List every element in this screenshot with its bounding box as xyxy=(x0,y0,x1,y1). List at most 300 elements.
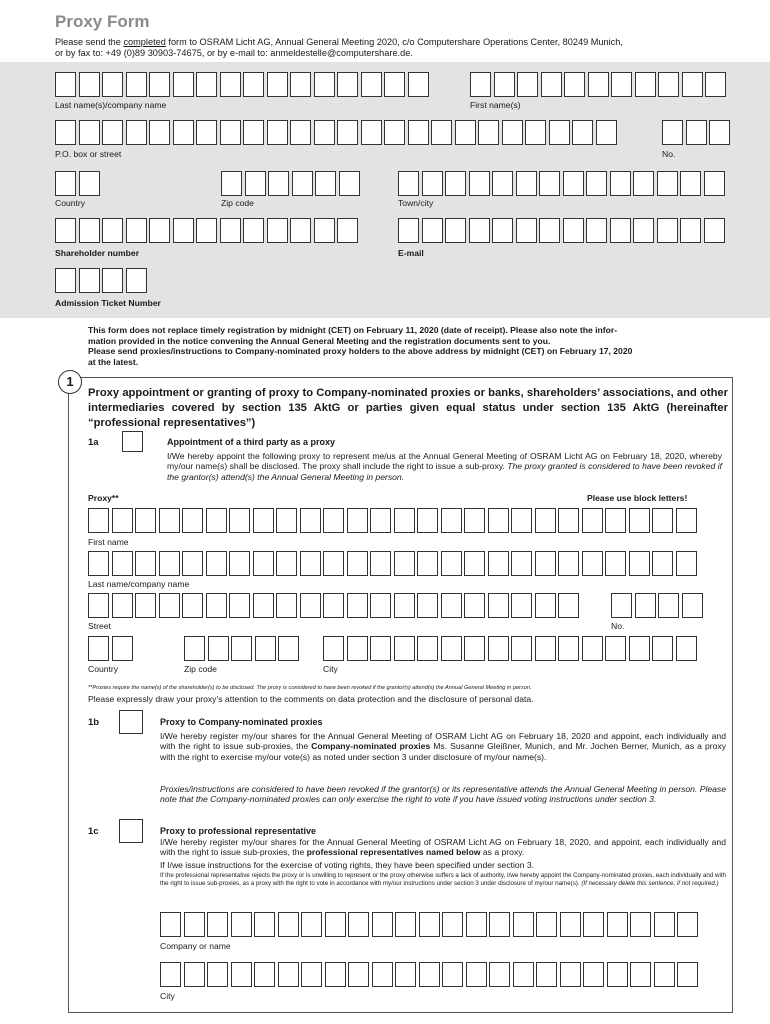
char-box[interactable] xyxy=(686,120,707,145)
char-box[interactable] xyxy=(470,72,491,97)
char-box[interactable] xyxy=(517,72,538,97)
char-box[interactable] xyxy=(564,72,585,97)
char-box[interactable] xyxy=(268,171,289,196)
char-box[interactable] xyxy=(704,218,725,243)
char-box[interactable] xyxy=(220,218,241,243)
char-box[interactable] xyxy=(588,72,609,97)
char-box[interactable] xyxy=(160,912,181,937)
shareholder-number-heading: Shareholder number xyxy=(55,248,140,258)
char-box[interactable] xyxy=(563,218,584,243)
char-box[interactable] xyxy=(652,636,673,661)
char-box[interactable] xyxy=(455,120,476,145)
char-box[interactable] xyxy=(182,508,203,533)
char-box[interactable] xyxy=(384,72,405,97)
char-box[interactable] xyxy=(196,218,217,243)
proxy-label: Proxy** xyxy=(88,493,119,503)
char-box[interactable] xyxy=(466,912,487,937)
char-box[interactable] xyxy=(88,636,109,661)
char-box[interactable] xyxy=(607,962,628,987)
option-1c-text: I/We hereby register my/our shares for the Annual General Meeting of OSRAM Licht AG on February 18, 2020, and appoint, each individually and with the right to issue sub-proxies, the professional representatives named below as a proxy. xyxy=(160,837,726,858)
char-box[interactable] xyxy=(301,962,322,987)
char-box[interactable] xyxy=(300,508,321,533)
char-box[interactable] xyxy=(511,636,532,661)
char-box[interactable] xyxy=(536,962,557,987)
char-box[interactable] xyxy=(394,593,415,618)
proxy-first-name-label: First name xyxy=(88,537,129,547)
char-box[interactable] xyxy=(704,171,725,196)
char-box[interactable] xyxy=(126,120,147,145)
representative-company-field[interactable] xyxy=(160,912,698,937)
char-box[interactable] xyxy=(314,72,335,97)
char-box[interactable] xyxy=(337,218,358,243)
char-box[interactable] xyxy=(676,508,697,533)
char-box[interactable] xyxy=(160,962,181,987)
representative-company-label: Company or name xyxy=(160,941,231,951)
char-box[interactable] xyxy=(662,120,683,145)
char-box[interactable] xyxy=(469,171,490,196)
char-box[interactable] xyxy=(417,636,438,661)
option-1b-checkbox[interactable] xyxy=(119,710,143,734)
char-box[interactable] xyxy=(513,962,534,987)
proxy-street-label: Street xyxy=(88,621,111,631)
char-box[interactable] xyxy=(337,72,358,97)
char-box[interactable] xyxy=(676,551,697,576)
option-1c-checkbox[interactable] xyxy=(119,819,143,843)
proxy-city-label: City xyxy=(323,664,338,674)
shareholder-number-label: No. xyxy=(662,149,676,159)
char-box[interactable] xyxy=(516,218,537,243)
char-box[interactable] xyxy=(611,593,632,618)
char-box[interactable] xyxy=(88,593,109,618)
char-box[interactable] xyxy=(173,72,194,97)
shareholder-last-name-field[interactable] xyxy=(55,72,429,97)
char-box[interactable] xyxy=(88,551,109,576)
char-box[interactable] xyxy=(563,171,584,196)
char-box[interactable] xyxy=(290,218,311,243)
char-box[interactable] xyxy=(633,218,654,243)
char-box[interactable] xyxy=(489,912,510,937)
char-box[interactable] xyxy=(441,593,462,618)
shareholder-house-number-field[interactable] xyxy=(662,120,730,145)
char-box[interactable] xyxy=(630,912,651,937)
char-box[interactable] xyxy=(370,551,391,576)
char-box[interactable] xyxy=(206,508,227,533)
char-box[interactable] xyxy=(657,171,678,196)
char-box[interactable] xyxy=(278,636,299,661)
char-box[interactable] xyxy=(253,593,274,618)
char-box[interactable] xyxy=(605,508,626,533)
char-box[interactable] xyxy=(442,962,463,987)
char-box[interactable] xyxy=(278,962,299,987)
char-box[interactable] xyxy=(348,912,369,937)
char-box[interactable] xyxy=(654,912,675,937)
char-box[interactable] xyxy=(445,218,466,243)
char-box[interactable] xyxy=(488,508,509,533)
char-box[interactable] xyxy=(231,962,252,987)
char-box[interactable] xyxy=(112,593,133,618)
char-box[interactable] xyxy=(348,962,369,987)
char-box[interactable] xyxy=(229,593,250,618)
char-box[interactable] xyxy=(159,551,180,576)
char-box[interactable] xyxy=(445,171,466,196)
char-box[interactable] xyxy=(464,508,485,533)
char-box[interactable] xyxy=(441,551,462,576)
proxy-zip-field[interactable] xyxy=(184,636,299,661)
char-box[interactable] xyxy=(395,912,416,937)
shareholder-email-field[interactable] xyxy=(398,218,725,243)
char-box[interactable] xyxy=(243,120,264,145)
char-box[interactable] xyxy=(422,171,443,196)
char-box[interactable] xyxy=(536,912,557,937)
char-box[interactable] xyxy=(323,551,344,576)
proxy-city-field[interactable] xyxy=(323,636,697,661)
char-box[interactable] xyxy=(243,218,264,243)
char-box[interactable] xyxy=(55,171,76,196)
char-box[interactable] xyxy=(325,912,346,937)
char-box[interactable] xyxy=(511,551,532,576)
char-box[interactable] xyxy=(582,508,603,533)
char-box[interactable] xyxy=(184,962,205,987)
char-box[interactable] xyxy=(300,551,321,576)
char-box[interactable] xyxy=(535,551,556,576)
char-box[interactable] xyxy=(464,593,485,618)
char-box[interactable] xyxy=(220,120,241,145)
char-box[interactable] xyxy=(79,268,100,293)
char-box[interactable] xyxy=(633,171,654,196)
char-box[interactable] xyxy=(549,120,570,145)
char-box[interactable] xyxy=(384,120,405,145)
char-box[interactable] xyxy=(337,120,358,145)
char-box[interactable] xyxy=(79,218,100,243)
char-box[interactable] xyxy=(677,962,698,987)
char-box[interactable] xyxy=(253,508,274,533)
char-box[interactable] xyxy=(680,218,701,243)
char-box[interactable] xyxy=(680,171,701,196)
char-box[interactable] xyxy=(489,962,510,987)
option-1c-title: Proxy to professional representative xyxy=(160,826,317,836)
char-box[interactable] xyxy=(221,171,242,196)
char-box[interactable] xyxy=(492,171,513,196)
shareholder-town-field[interactable] xyxy=(398,171,725,196)
char-box[interactable] xyxy=(347,593,368,618)
char-box[interactable] xyxy=(372,912,393,937)
char-box[interactable] xyxy=(112,636,133,661)
char-box[interactable] xyxy=(422,218,443,243)
char-box[interactable] xyxy=(196,120,217,145)
char-box[interactable] xyxy=(394,636,415,661)
char-box[interactable] xyxy=(323,636,344,661)
char-box[interactable] xyxy=(79,120,100,145)
char-box[interactable] xyxy=(292,171,313,196)
char-box[interactable] xyxy=(276,593,297,618)
char-box[interactable] xyxy=(488,593,509,618)
char-box[interactable] xyxy=(417,551,438,576)
char-box[interactable] xyxy=(323,593,344,618)
char-box[interactable] xyxy=(488,551,509,576)
char-box[interactable] xyxy=(682,72,703,97)
char-box[interactable] xyxy=(347,551,368,576)
char-box[interactable] xyxy=(398,218,419,243)
char-box[interactable] xyxy=(229,508,250,533)
char-box[interactable] xyxy=(253,551,274,576)
char-box[interactable] xyxy=(629,551,650,576)
char-box[interactable] xyxy=(398,171,419,196)
char-box[interactable] xyxy=(408,72,429,97)
char-box[interactable] xyxy=(583,962,604,987)
char-box[interactable] xyxy=(677,912,698,937)
char-box[interactable] xyxy=(535,636,556,661)
char-box[interactable] xyxy=(582,636,603,661)
char-box[interactable] xyxy=(361,120,382,145)
char-box[interactable] xyxy=(629,508,650,533)
char-box[interactable] xyxy=(325,962,346,987)
char-box[interactable] xyxy=(419,962,440,987)
char-box[interactable] xyxy=(245,171,266,196)
option-1b-title: Proxy to Company-nominated proxies xyxy=(160,717,323,727)
char-box[interactable] xyxy=(301,912,322,937)
char-box[interactable] xyxy=(149,120,170,145)
char-box[interactable] xyxy=(231,636,252,661)
char-box[interactable] xyxy=(558,636,579,661)
proxy-last-name-field[interactable] xyxy=(88,551,697,576)
char-box[interactable] xyxy=(469,218,490,243)
char-box[interactable] xyxy=(654,962,675,987)
char-box[interactable] xyxy=(102,72,123,97)
char-box[interactable] xyxy=(417,508,438,533)
char-box[interactable] xyxy=(539,171,560,196)
char-box[interactable] xyxy=(419,912,440,937)
char-box[interactable] xyxy=(635,72,656,97)
char-box[interactable] xyxy=(582,551,603,576)
char-box[interactable] xyxy=(560,962,581,987)
char-box[interactable] xyxy=(126,218,147,243)
proxy-house-number-field[interactable] xyxy=(611,593,703,618)
char-box[interactable] xyxy=(347,636,368,661)
char-box[interactable] xyxy=(267,120,288,145)
option-1b-number: 1b xyxy=(88,717,100,728)
char-box[interactable] xyxy=(513,912,534,937)
char-box[interactable] xyxy=(149,218,170,243)
shareholder-zip-field[interactable] xyxy=(221,171,360,196)
section-1-heading: Proxy appointment or granting of proxy to Company-nominated proxies or banks, shareholders’ associations, and other intermediaries covered by section 135 AktG or parties given equal status under section 135 AktG (hereinafter “professional representatives”) xyxy=(88,387,728,429)
char-box[interactable] xyxy=(605,551,626,576)
char-box[interactable] xyxy=(629,636,650,661)
char-box[interactable] xyxy=(231,912,252,937)
char-box[interactable] xyxy=(314,218,335,243)
privacy-note: Please expressly draw your proxy’s attention to the comments on data protection and the disclosure of personal data. xyxy=(88,694,534,704)
char-box[interactable] xyxy=(276,508,297,533)
char-box[interactable] xyxy=(196,72,217,97)
char-box[interactable] xyxy=(208,636,229,661)
char-box[interactable] xyxy=(511,508,532,533)
admission-ticket-field[interactable] xyxy=(55,268,147,293)
char-box[interactable] xyxy=(276,551,297,576)
registration-notice: This form does not replace timely registration by midnight (CET) on February 11, 2020 (date of receipt). Please also note the infor- mation provided in the notice convening the Annual General Meeting and the registration documents sent to you. Please send proxies/instructions to Company-nominated proxy holders to the above address by midnight (CET) on February 17, 2020 at the latest. xyxy=(88,325,633,367)
char-box[interactable] xyxy=(658,593,679,618)
char-box[interactable] xyxy=(254,962,275,987)
char-box[interactable] xyxy=(126,268,147,293)
char-box[interactable] xyxy=(525,120,546,145)
shareholder-street-field[interactable] xyxy=(55,120,617,145)
char-box[interactable] xyxy=(657,218,678,243)
char-box[interactable] xyxy=(102,268,123,293)
proxy-zip-label: Zip code xyxy=(184,664,217,674)
char-box[interactable] xyxy=(583,912,604,937)
char-box[interactable] xyxy=(243,72,264,97)
option-1a-number: 1a xyxy=(88,437,99,448)
char-box[interactable] xyxy=(102,120,123,145)
char-box[interactable] xyxy=(55,218,76,243)
char-box[interactable] xyxy=(611,72,632,97)
char-box[interactable] xyxy=(709,120,730,145)
char-box[interactable] xyxy=(173,218,194,243)
char-box[interactable] xyxy=(315,171,336,196)
char-box[interactable] xyxy=(541,72,562,97)
char-box[interactable] xyxy=(610,218,631,243)
char-box[interactable] xyxy=(149,72,170,97)
shareholder-country-field[interactable] xyxy=(55,171,100,196)
char-box[interactable] xyxy=(370,636,391,661)
proxy-footnote: **Proxies require the name(s) of the shareholder(s) to be disclosed. The proxy is considered to have been revoked if the grantor(s) attend(s) the Annual General Meeting in person. xyxy=(88,685,532,691)
char-box[interactable] xyxy=(441,636,462,661)
char-box[interactable] xyxy=(370,508,391,533)
char-box[interactable] xyxy=(112,508,133,533)
char-box[interactable] xyxy=(586,218,607,243)
char-box[interactable] xyxy=(79,171,100,196)
form-title: Proxy Form xyxy=(55,12,150,31)
char-box[interactable] xyxy=(370,593,391,618)
char-box[interactable] xyxy=(705,72,726,97)
char-box[interactable] xyxy=(347,508,368,533)
char-box[interactable] xyxy=(79,72,100,97)
char-box[interactable] xyxy=(314,120,335,145)
shareholder-first-name-label: First name(s) xyxy=(470,100,521,110)
char-box[interactable] xyxy=(492,218,513,243)
char-box[interactable] xyxy=(55,268,76,293)
shareholder-number-field[interactable] xyxy=(55,218,358,243)
char-box[interactable] xyxy=(184,636,205,661)
representative-city-field[interactable] xyxy=(160,962,698,987)
char-box[interactable] xyxy=(290,120,311,145)
char-box[interactable] xyxy=(372,962,393,987)
char-box[interactable] xyxy=(682,593,703,618)
char-box[interactable] xyxy=(395,962,416,987)
char-box[interactable] xyxy=(635,593,656,618)
char-box[interactable] xyxy=(207,962,228,987)
char-box[interactable] xyxy=(159,593,180,618)
char-box[interactable] xyxy=(206,551,227,576)
char-box[interactable] xyxy=(658,72,679,97)
char-box[interactable] xyxy=(502,120,523,145)
char-box[interactable] xyxy=(676,636,697,661)
char-box[interactable] xyxy=(630,962,651,987)
char-box[interactable] xyxy=(558,551,579,576)
option-1c-number: 1c xyxy=(88,826,99,837)
char-box[interactable] xyxy=(596,120,617,145)
char-box[interactable] xyxy=(442,912,463,937)
char-box[interactable] xyxy=(278,912,299,937)
char-box[interactable] xyxy=(135,551,156,576)
char-box[interactable] xyxy=(300,593,321,618)
char-box[interactable] xyxy=(254,912,275,937)
char-box[interactable] xyxy=(290,72,311,97)
char-box[interactable] xyxy=(605,636,626,661)
char-box[interactable] xyxy=(464,636,485,661)
char-box[interactable] xyxy=(417,593,438,618)
shareholder-last-name-label: Last name(s)/company name xyxy=(55,100,167,110)
proxy-first-name-field[interactable] xyxy=(88,508,697,533)
char-box[interactable] xyxy=(607,912,628,937)
char-box[interactable] xyxy=(255,636,276,661)
char-box[interactable] xyxy=(55,72,76,97)
char-box[interactable] xyxy=(488,636,509,661)
char-box[interactable] xyxy=(206,593,227,618)
char-box[interactable] xyxy=(572,120,593,145)
char-box[interactable] xyxy=(112,551,133,576)
char-box[interactable] xyxy=(478,120,499,145)
char-box[interactable] xyxy=(610,171,631,196)
shareholder-first-name-field[interactable] xyxy=(470,72,726,97)
char-box[interactable] xyxy=(464,551,485,576)
char-box[interactable] xyxy=(652,508,673,533)
option-1a-title: Appointment of a third party as a proxy xyxy=(167,437,336,447)
char-box[interactable] xyxy=(267,72,288,97)
char-box[interactable] xyxy=(394,508,415,533)
char-box[interactable] xyxy=(207,912,228,937)
char-box[interactable] xyxy=(184,912,205,937)
char-box[interactable] xyxy=(558,593,579,618)
char-box[interactable] xyxy=(88,508,109,533)
char-box[interactable] xyxy=(135,508,156,533)
char-box[interactable] xyxy=(560,912,581,937)
char-box[interactable] xyxy=(441,508,462,533)
option-1c-fallback-text: If the professional representative rejects the proxy or is unwilling to represent or the proxy otherwise suffers a lack of authority, I/we hereby appoint the Company-nominated proxies, each individually and with the right to issue sub-proxies, as a proxy with the right to vote in accordance with my/our instructions under section 3 under disclosure of my/our name(s). (If necessary delete this sentence, if not required.) xyxy=(160,872,726,887)
char-box[interactable] xyxy=(220,72,241,97)
char-box[interactable] xyxy=(135,593,156,618)
char-box[interactable] xyxy=(229,551,250,576)
char-box[interactable] xyxy=(339,171,360,196)
char-box[interactable] xyxy=(182,551,203,576)
shareholder-email-label: E-mail xyxy=(398,248,424,258)
char-box[interactable] xyxy=(586,171,607,196)
char-box[interactable] xyxy=(558,508,579,533)
char-box[interactable] xyxy=(361,72,382,97)
char-box[interactable] xyxy=(535,508,556,533)
proxy-street-field[interactable] xyxy=(88,593,579,618)
char-box[interactable] xyxy=(516,171,537,196)
proxy-number-label: No. xyxy=(611,621,625,631)
char-box[interactable] xyxy=(159,508,180,533)
char-box[interactable] xyxy=(55,120,76,145)
char-box[interactable] xyxy=(173,120,194,145)
char-box[interactable] xyxy=(431,120,452,145)
char-box[interactable] xyxy=(267,218,288,243)
char-box[interactable] xyxy=(394,551,415,576)
char-box[interactable] xyxy=(102,218,123,243)
char-box[interactable] xyxy=(323,508,344,533)
char-box[interactable] xyxy=(126,72,147,97)
char-box[interactable] xyxy=(466,962,487,987)
char-box[interactable] xyxy=(408,120,429,145)
char-box[interactable] xyxy=(652,551,673,576)
char-box[interactable] xyxy=(494,72,515,97)
char-box[interactable] xyxy=(511,593,532,618)
char-box[interactable] xyxy=(539,218,560,243)
proxy-country-field[interactable] xyxy=(88,636,133,661)
char-box[interactable] xyxy=(182,593,203,618)
option-1a-checkbox[interactable] xyxy=(122,431,143,452)
char-box[interactable] xyxy=(535,593,556,618)
